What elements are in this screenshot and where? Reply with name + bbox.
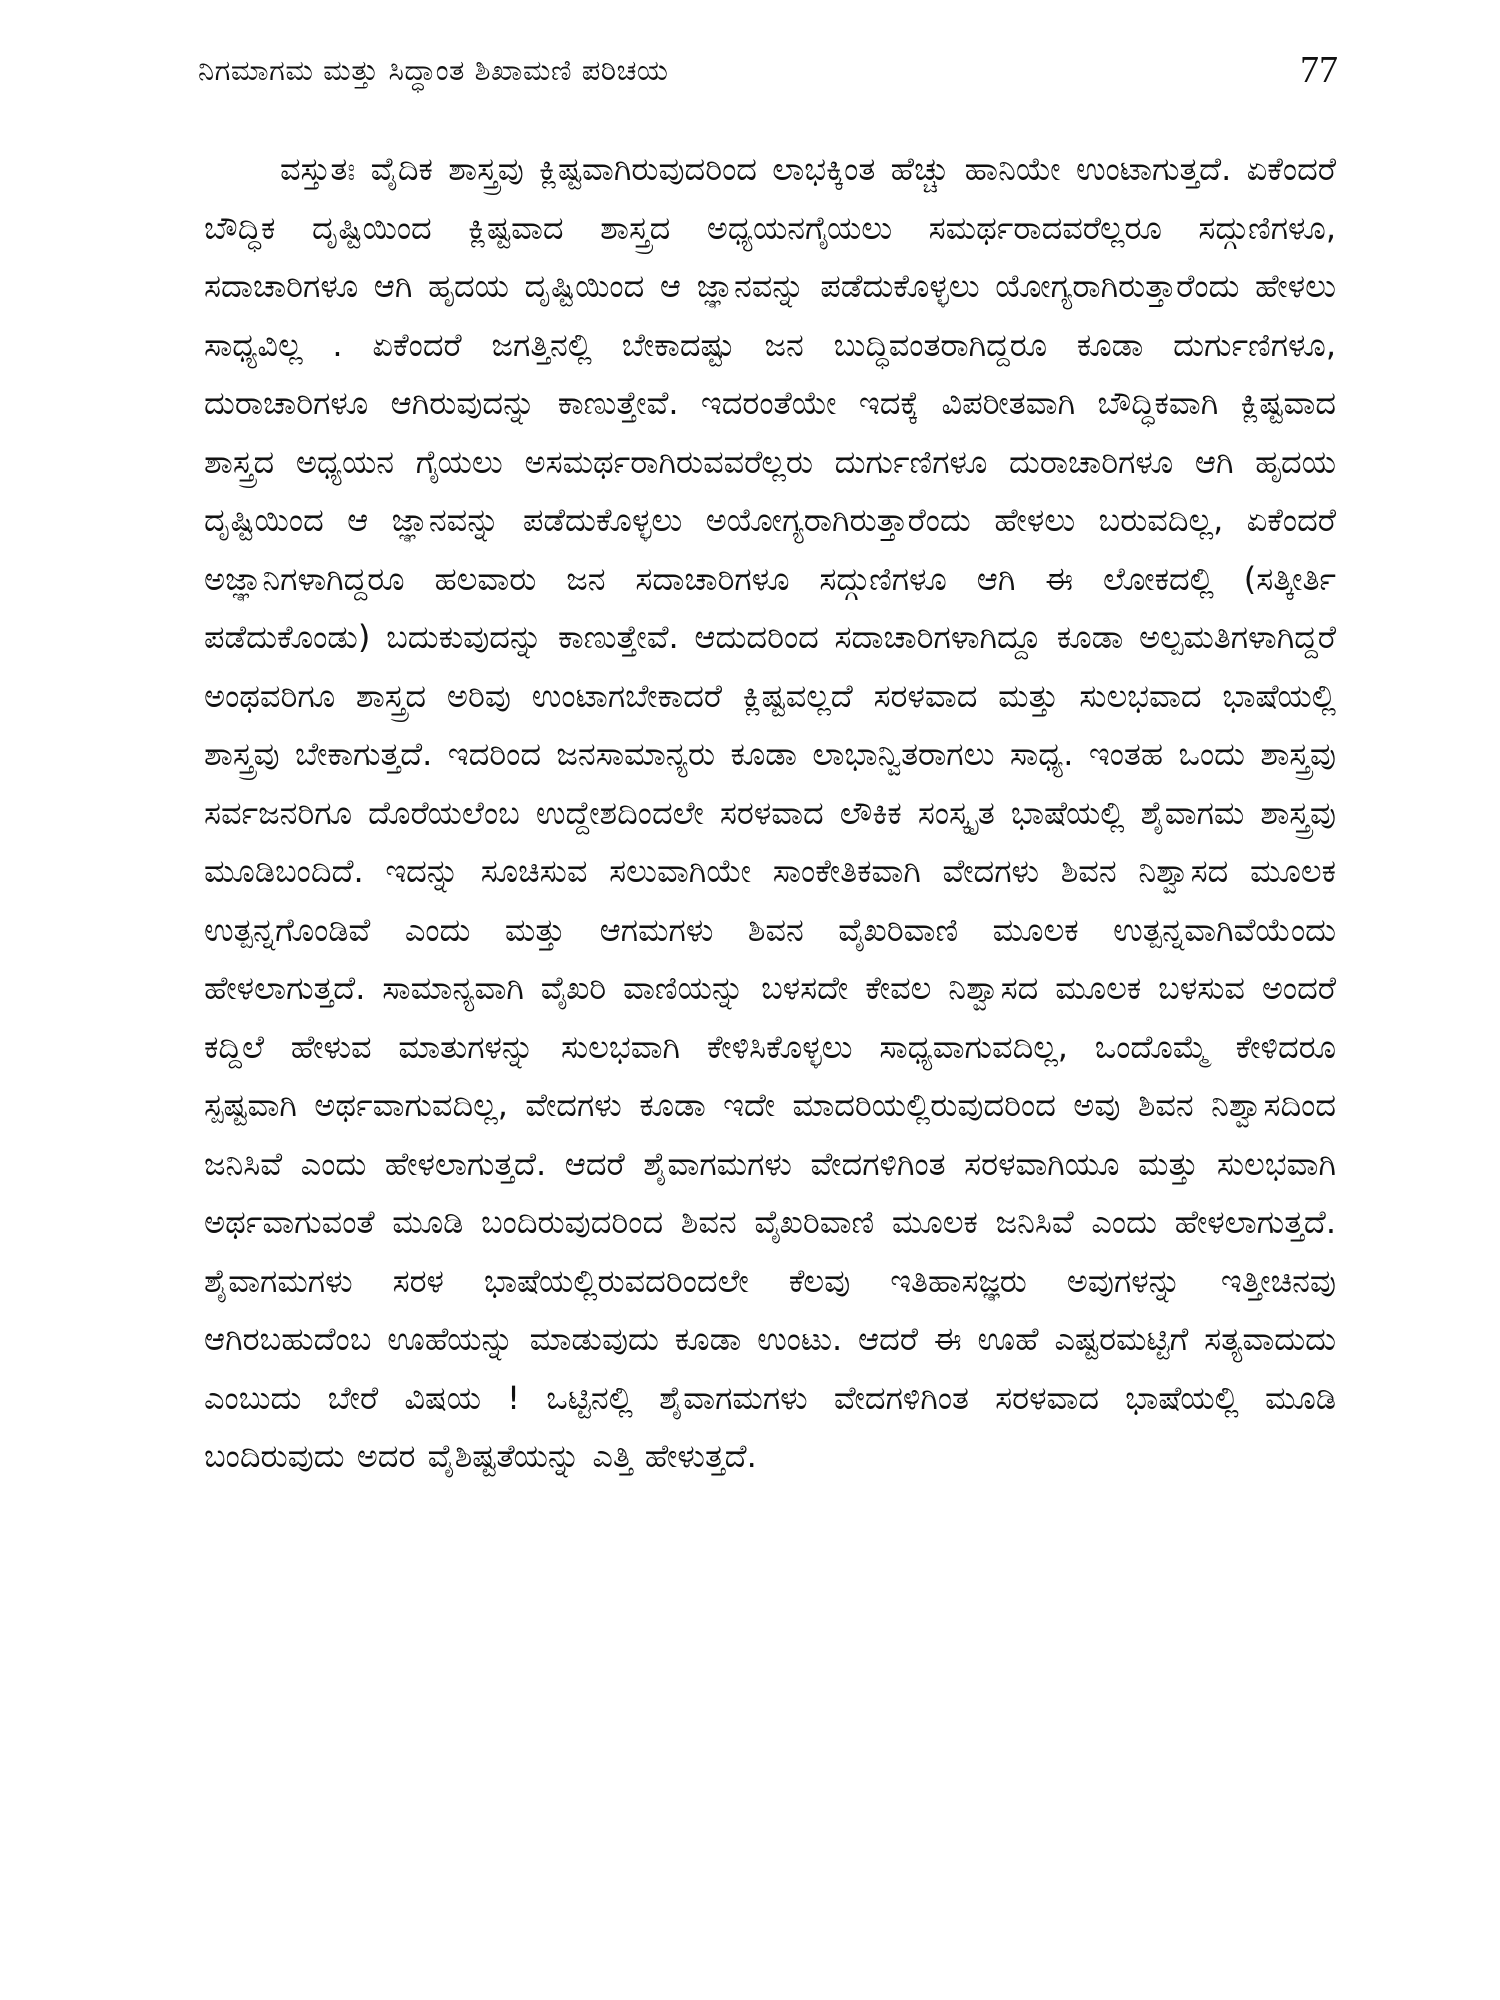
running-header bbox=[198, 44, 1338, 96]
page-number: 77 bbox=[1300, 49, 1338, 91]
running-title: ನಿಗಮಾಗಮ ಮತ್ತು ಸಿದ್ಧಾಂತ ಶಿಖಾಮಣಿ ಪರಿಚಯ bbox=[198, 52, 669, 87]
body-paragraph: ವಸ್ತುತಃ ವೈದಿಕ ಶಾಸ್ತ್ರವು ಕ್ಲಿಷ್ಟವಾಗಿರುವುದರಿಂದ ಲಾಭಕ್ಕಿಂತ ಹೆಚ್ಚು ಹಾನಿಯೇ ಉಂಟಾಗುತ್ತದೆ. ಏಕೆಂದರೆ ಬೌದ್ಧಿಕ ದೃಷ್ಟಿಯಿಂದ ಕ್ಲಿಷ್ಟವಾದ ಶಾಸ್ತ್ರದ ಅಧ್ಯಯನಗೈಯಲು ಸಮರ್ಥರಾದವರೆಲ್ಲರೂ ಸದ್ಗುಣಿಗಳೂ, ಸದಾಚಾರಿಗಳೂ ಆಗಿ ಹೃದಯ ದೃಷ್ಟಿಯಿಂದ ಆ ಜ್ಞಾನವನ್ನು ಪಡೆದುಕೊಳ್ಳಲು ಯೋಗ್ಯರಾಗಿರುತ್ತಾರೆಂದು ಹೇಳಲು ಸಾಧ್ಯವಿಲ್ಲ . ಏಕೆಂದರೆ ಜಗತ್ತಿನಲ್ಲಿ ಬೇಕಾದಷ್ಟು ಜನ ಬುದ್ಧಿವಂತರಾಗಿದ್ದರೂ ಕೂಡಾ ದುರ್ಗುಣಿಗಳೂ, ದುರಾಚಾರಿಗಳೂ ಆಗಿರುವುದನ್ನು ಕಾಣುತ್ತೇವೆ. ಇದರಂತೆಯೇ ಇದಕ್ಕೆ ವಿಪರೀತವಾಗಿ ಬೌದ್ಧಿಕವಾಗಿ ಕ್ಲಿಷ್ಟವಾದ ಶಾಸ್ತ್ರದ ಅಧ್ಯಯನ ಗೈಯಲು ಅಸಮರ್ಥರಾಗಿರುವವರೆಲ್ಲರು ದುರ್ಗುಣಿಗಳೂ ದುರಾಚಾರಿಗಳೂ ಆಗಿ ಹೃದಯ ದೃಷ್ಟಿಯಿಂದ ಆ ಜ್ಞಾನವನ್ನು ಪಡೆದುಕೊಳ್ಳಲು ಅಯೋಗ್ಯರಾಗಿರುತ್ತಾರೆಂದು ಹೇಳಲು ಬರುವದಿಲ್ಲ, ಏಕೆಂದರೆ ಅಜ್ಞಾನಿಗಳಾಗಿದ್ದರೂ ಹಲವಾರು ಜನ ಸದಾಚಾರಿಗಳೂ ಸದ್ಗುಣಿಗಳೂ ಆಗಿ ಈ ಲೋಕದಲ್ಲಿ (ಸತ್ಕೀರ್ತಿ ಪಡೆದುಕೊಂಡು) ಬದುಕುವುದನ್ನು ಕಾಣುತ್ತೇವೆ. ಆದುದರಿಂದ ಸದಾಚಾರಿಗಳಾಗಿದ್ದೂ ಕೂಡಾ ಅಲ್ಪಮತಿಗಳಾಗಿದ್ದರೆ ಅಂಥವರಿಗೂ ಶಾಸ್ತ್ರದ ಅರಿವು ಉಂಟಾಗಬೇಕಾದರೆ ಕ್ಲಿಷ್ಟವಲ್ಲದೆ ಸರಳವಾದ ಮತ್ತು ಸುಲಭವಾದ ಭಾಷೆಯಲ್ಲಿ ಶಾಸ್ತ್ರವು ಬೇಕಾಗುತ್ತದೆ. ಇದರಿಂದ ಜನಸಾಮಾನ್ಯರು ಕೂಡಾ ಲಾಭಾನ್ವಿತರಾಗಲು ಸಾಧ್ಯ. ಇಂತಹ ಒಂದು ಶಾಸ್ತ್ರವು ಸರ್ವಜನರಿಗೂ ದೊರೆಯಲೆಂಬ ಉದ್ದೇಶದಿಂದಲೇ ಸರಳವಾದ ಲೌಕಿಕ ಸಂಸ್ಕೃತ ಭಾಷೆಯಲ್ಲಿ ಶೈವಾಗಮ ಶಾಸ್ತ್ರವು ಮೂಡಿಬಂದಿದೆ. ಇದನ್ನು ಸೂಚಿಸುವ ಸಲುವಾಗಿಯೇ ಸಾಂಕೇತಿಕವಾಗಿ ವೇದಗಳು ಶಿವನ ನಿಶ್ವಾಸದ ಮೂಲಕ ಉತ್ಪನ್ನಗೊಂಡಿವೆ ಎಂದು ಮತ್ತು ಆಗಮಗಳು ಶಿವನ ವೈಖರಿವಾಣಿ ಮೂಲಕ ಉತ್ಪನ್ನವಾಗಿವೆಯೆಂದು ಹೇಳಲಾಗುತ್ತದೆ. ಸಾಮಾನ್ಯವಾಗಿ ವೈಖರಿ ವಾಣಿಯನ್ನು ಬಳಸದೇ ಕೇವಲ ನಿಶ್ವಾಸದ ಮೂಲಕ ಬಳಸುವ ಅಂದರೆ ಕದ್ದಿಲೆ ಹೇಳುವ ಮಾತುಗಳನ್ನು ಸುಲಭವಾಗಿ ಕೇಳಿಸಿಕೊಳ್ಳಲು ಸಾಧ್ಯವಾಗುವದಿಲ್ಲ, ಒಂದೊಮ್ಮೆ ಕೇಳಿದರೂ ಸ್ಪಷ್ಟವಾಗಿ ಅರ್ಥವಾಗುವದಿಲ್ಲ, ವೇದಗಳು ಕೂಡಾ ಇದೇ ಮಾದರಿಯಲ್ಲಿರುವುದರಿಂದ ಅವು ಶಿವನ ನಿಶ್ವಾಸದಿಂದ ಜನಿಸಿವೆ ಎಂದು ಹೇಳಲಾಗುತ್ತದೆ. ಆದರೆ ಶೈವಾಗಮಗಳು ವೇದಗಳಿಗಿಂತ ಸರಳವಾಗಿಯೂ ಮತ್ತು ಸುಲಭವಾಗಿ ಅರ್ಥವಾಗುವಂತೆ ಮೂಡಿ ಬಂದಿರುವುದರಿಂದ ಶಿವನ ವೈಖರಿವಾಣಿ ಮೂಲಕ ಜನಿಸಿವೆ ಎಂದು ಹೇಳಲಾಗುತ್ತದೆ. ಶೈವಾಗಮಗಳು ಸರಳ ಭಾಷೆಯಲ್ಲಿರುವದರಿಂದಲೇ ಕೆಲವು ಇತಿಹಾಸಜ್ಞರು ಅವುಗಳನ್ನು ಇತ್ತೀಚಿನವು ಆಗಿರಬಹುದೆಂಬ ಊಹೆಯನ್ನು ಮಾಡುವುದು ಕೂಡಾ ಉಂಟು. ಆದರೆ ಈ ಊಹೆ ಎಷ್ಟರಮಟ್ಟಿಗೆ ಸತ್ಯವಾದುದು ಎಂಬುದು ಬೇರೆ ವಿಷಯ ! ಒಟ್ಟಿನಲ್ಲಿ ಶೈವಾಗಮಗಳು ವೇದಗಳಿಗಿಂತ ಸರಳವಾದ ಭಾಷೆಯಲ್ಲಿ ಮೂಡಿ ಬಂದಿರುವುದು ಅದರ ವೈಶಿಷ್ಟತೆಯನ್ನು ಎತ್ತಿ ಹೇಳುತ್ತದೆ. bbox=[204, 150, 1336, 1475]
